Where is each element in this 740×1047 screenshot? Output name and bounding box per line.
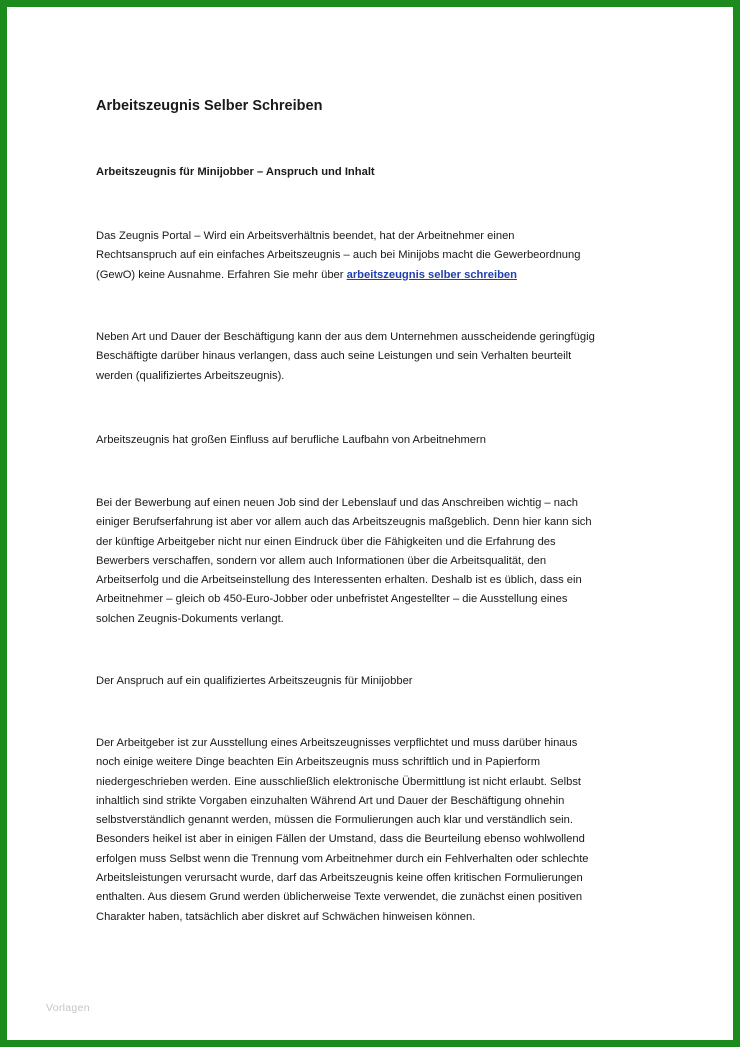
text-line: Bei der Bewerbung auf einen neuen Job sind der Lebenslauf und das Anschreiben wichtig – nach xyxy=(96,497,579,509)
text-line: Der Anspruch auf ein qualifiziertes Arbeitszeugnis für Minijobber xyxy=(96,675,413,687)
section-heading-2 xyxy=(96,431,664,450)
text-line: Arbeitsleistungen verursacht wurde, darf das Arbeitszeugnis keine offen kritischen Formulierungen xyxy=(96,872,583,885)
text-line: Beschäftigte darüber hinaus verlangen, dass auch seine Leistungen und sein Verhalten beurteilt xyxy=(96,350,572,363)
text-line: Das Zeugnis Portal – Wird ein Arbeitsverhältnis beendet, hat der Arbeitnehmer einen xyxy=(96,230,515,242)
text-line: niedergeschrieben werden. Eine ausschließlich elektronische Übermittlung ist nicht erlaubt. Selbst xyxy=(96,775,582,788)
text-line: Rechtsanspruch auf ein einfaches Arbeitszeugnis – auch bei Minijobs macht die Gewerbeordnung xyxy=(96,249,581,262)
text-line: erfolgen muss Selbst wenn die Trennung vom Arbeitnehmer durch ein Fehlverhalten oder schlechte xyxy=(96,852,589,865)
paragraph-3 xyxy=(96,494,664,629)
text-line: Arbeitszeugnis hat großen Einfluss auf berufliche Laufbahn von Arbeitnehmern xyxy=(96,434,486,446)
intro-paragraph xyxy=(96,227,664,285)
text-line: Besonders heikel ist aber in einigen Fällen der Umstand, dass die Beurteilung ebenso wohlwollend xyxy=(96,833,585,846)
footer-watermark: Vorlagen xyxy=(46,1002,90,1014)
section-heading-3 xyxy=(96,672,664,691)
text-line: solchen Zeugnis-Dokuments verlangt. xyxy=(96,612,284,625)
text-line: selbstverständlich genannt werden, müssen die Formulierungen auch klar und verständlich sein. xyxy=(96,814,573,827)
text-line: Arbeitnehmer – gleich ob 450-Euro-Jobber oder unbefristet Angestellter – die Ausstellung eines xyxy=(96,593,568,606)
text-line-start: (GewO) keine Ausnahme. Erfahren Sie mehr über xyxy=(96,268,347,281)
text-line xyxy=(96,266,664,285)
text-line: einiger Berufserfahrung ist aber vor allem auch das Arbeitszeugnis maßgeblich. Denn hier kann sich xyxy=(96,516,592,529)
text-line: noch einige weitere Dinge beachten Ein Arbeitszeugnis muss schriftlich und in Papierform xyxy=(96,756,541,769)
text-line: werden (qualifiziertes Arbeitszeugnis). xyxy=(96,369,285,382)
text-line: Arbeitserfolg und die Arbeitseinstellung des Interessenten erhalten. Deshalb ist es üblich, dass ein xyxy=(96,574,582,587)
document-subtitle: Arbeitszeugnis für Minijobber – Anspruch und Inhalt xyxy=(96,166,375,178)
text-line: inhaltlich sind strikte Vorgaben einzuhalten Während Art und Dauer der Beschäftigung ohnehin xyxy=(96,794,565,807)
text-line: Der Arbeitgeber ist zur Ausstellung eines Arbeitszeugnisses verpflichtet und muss darüber hinaus xyxy=(96,737,578,749)
document-title: Arbeitszeugnis Selber Schreiben xyxy=(96,98,323,114)
paragraph-4 xyxy=(96,734,664,927)
text-line: enthalten. Aus diesem Grund werden üblicherweise Texte verwendet, die zunächst einen positiven xyxy=(96,891,583,904)
text-line: Neben Art und Dauer der Beschäftigung kann der aus dem Unternehmen ausscheidende geringfügig xyxy=(96,331,595,343)
text-line: der künftige Arbeitgeber nicht nur einen Eindruck über die Fähigkeiten und die Erfahrung des xyxy=(96,535,556,548)
text-line: Charakter haben, tatsächlich aber diskret auf Schwächen hinweisen können. xyxy=(96,910,476,923)
paragraph-2 xyxy=(96,328,664,386)
arbeitszeugnis-link[interactable]: arbeitszeugnis selber schreiben xyxy=(346,268,517,281)
text-line: Bewerbers verschaffen, sondern vor allem auch Informationen über die Arbeitsqualität, den xyxy=(96,554,547,567)
